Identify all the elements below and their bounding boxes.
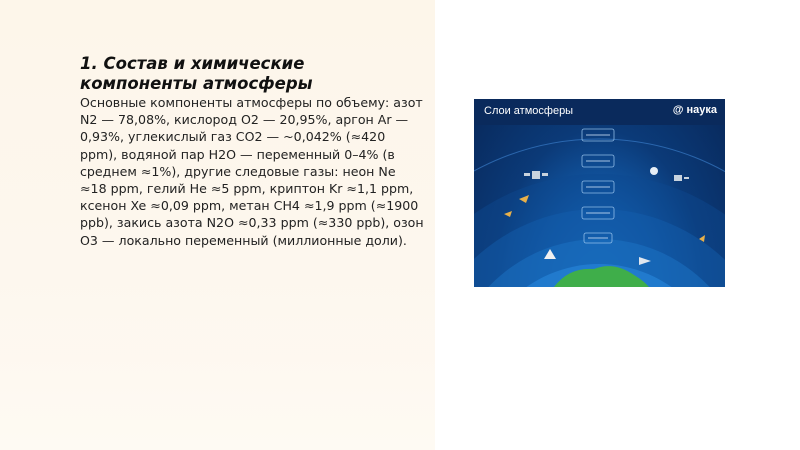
atmosphere-illustration [474, 99, 725, 287]
figure-title: Слои атмосферы [484, 105, 574, 117]
slide-heading: 1. Состав и химические компоненты атмосферы [80, 54, 313, 93]
slide-body-text: Основные компоненты атмосферы по объему: азот N2 — 78,08%, кислород O2 — 20,95%, аргон Ar — 0,93%, углекислый газ CO2 — ~0,042% (≈420 ppm), водяной пар H2O — переменный 0–4% (в среднем ≈1%), другие следовые газы: неон Ne ≈18 ppm, гелий He ≈5 ppm, криптон Kr ≈1,1 ppm, ксенон Xe ≈0,09 ppm, метан CH4 ≈1,9 ppm (≈1900 ppb), закись азота N2O ≈0,33 ppm (≈330 ppb), озон O3 — локально переменный (миллионные доли). [80, 95, 424, 248]
satellite-icon-2 [524, 171, 548, 179]
nauka-logo: @ наука [672, 104, 717, 116]
atmosphere-layers-image [474, 99, 725, 287]
astronaut-icon [650, 167, 658, 175]
satellite-icon-3 [674, 175, 689, 181]
